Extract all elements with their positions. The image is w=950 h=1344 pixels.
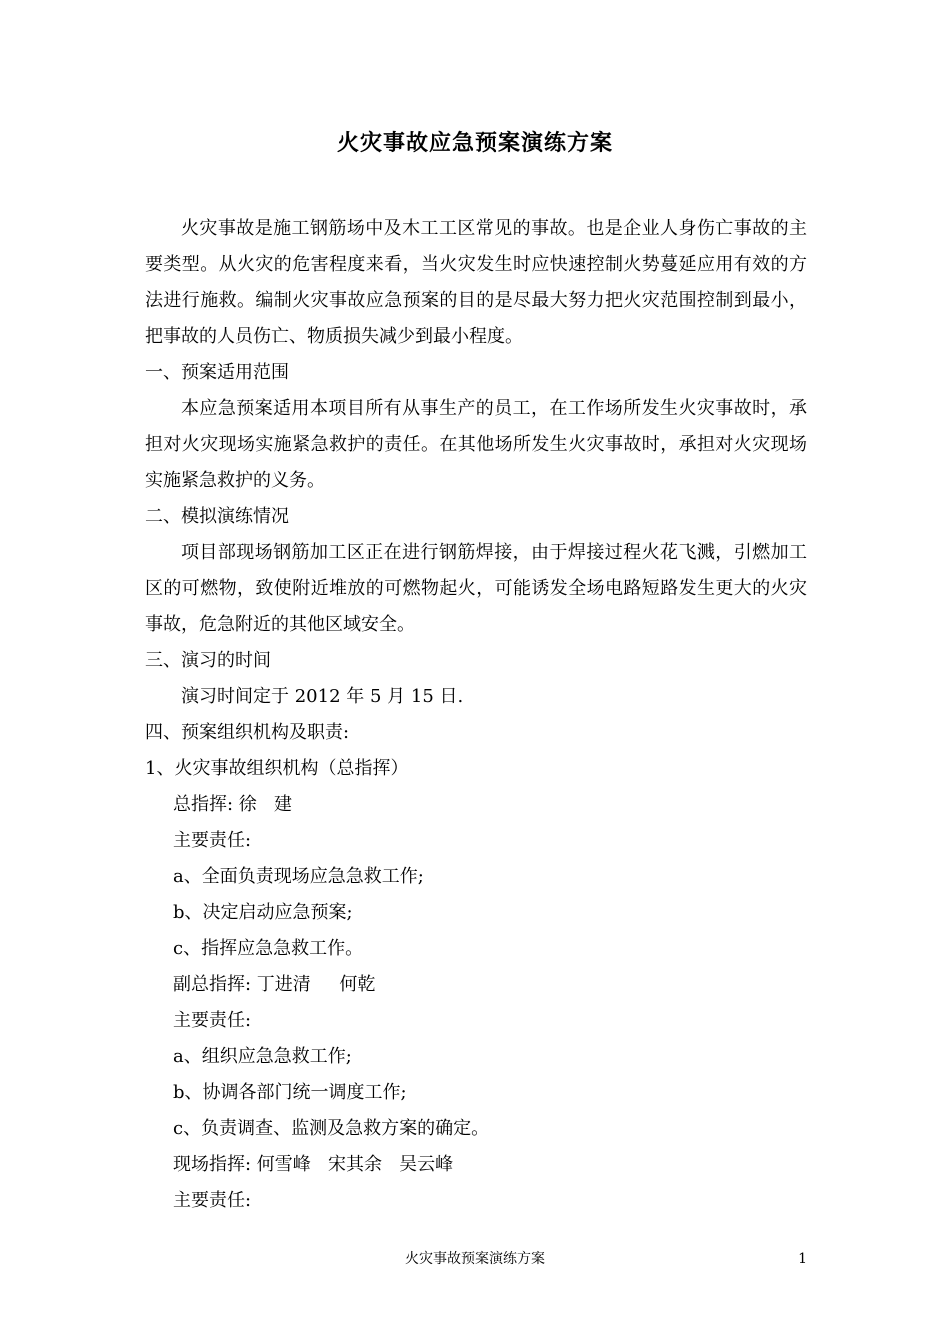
- deputy-responsibility-label: 主要责任:: [173, 1010, 252, 1031]
- document-title: 火灾事故应急预案演练方案: [336, 130, 613, 156]
- intro-paragraph: 火灾事故是施工钢筋场中及木工工区常见的事故。也是企业人身伤亡事故的主要类型。从火灾的危害程度来看，当火灾发生时应快速控制火势蔓延应用有效的方法进行施救。编制火灾事故应急预案的目的是尽最大努力把火灾范围控制到最小，把事故的人员伤亡、物质损失减少到最小程度。: [145, 218, 807, 347]
- commander-responsibility-item: b、决定启动应急预案;: [173, 902, 353, 923]
- deputy-responsibility-item: c、负责调查、监测及急救方案的确定。: [173, 1118, 490, 1139]
- scope-paragraph: 本应急预案适用本项目所有从事生产的员工，在工作场所发生火灾事故时，承担对火灾现场实施紧急救护的责任。在其他场所发生火灾事故时，承担对火灾现场实施紧急救护的义务。: [145, 398, 807, 491]
- deputy-commander-line: 副总指挥: 丁进清 何乾: [173, 974, 376, 995]
- commander-line: 总指挥: 徐 建: [173, 794, 292, 815]
- section-heading-scope: 一、预案适用范围: [145, 362, 289, 383]
- page-number: 1: [798, 1251, 807, 1267]
- commander-responsibility-item: c、指挥应急急救工作。: [173, 938, 364, 959]
- section-heading-drill-scenario: 二、模拟演练情况: [145, 506, 289, 527]
- drill-time-paragraph: 演习时间定于 2012 年 5 月 15 日.: [181, 686, 464, 707]
- deputy-responsibility-item: a、组织应急急救工作;: [173, 1046, 352, 1067]
- drill-scenario-paragraph: 项目部现场钢筋加工区正在进行钢筋焊接，由于焊接过程火花飞溅，引燃加工区的可燃物，致使附近堆放的可燃物起火，可能诱发全场电路短路发生更大的火灾事故，危急附近的其他区域安全。: [145, 542, 807, 635]
- footer-title: 火灾事故预案演练方案: [405, 1251, 545, 1267]
- commander-responsibility-label: 主要责任:: [173, 830, 252, 851]
- site-responsibility-label: 主要责任:: [173, 1190, 252, 1211]
- site-commander-line: 现场指挥: 何雪峰 宋其余 吴云峰: [173, 1154, 454, 1175]
- subsection-heading-command: 1、火灾事故组织机构（总指挥）: [145, 758, 409, 779]
- deputy-responsibility-item: b、协调各部门统一调度工作;: [173, 1082, 407, 1103]
- section-heading-drill-time: 三、演习的时间: [145, 650, 271, 671]
- document-body: [145, 211, 807, 1219]
- section-heading-organization: 四、预案组织机构及职责:: [145, 722, 350, 743]
- commander-responsibility-item: a、全面负责现场应急急救工作;: [173, 866, 424, 887]
- page-footer: [0, 1247, 950, 1271]
